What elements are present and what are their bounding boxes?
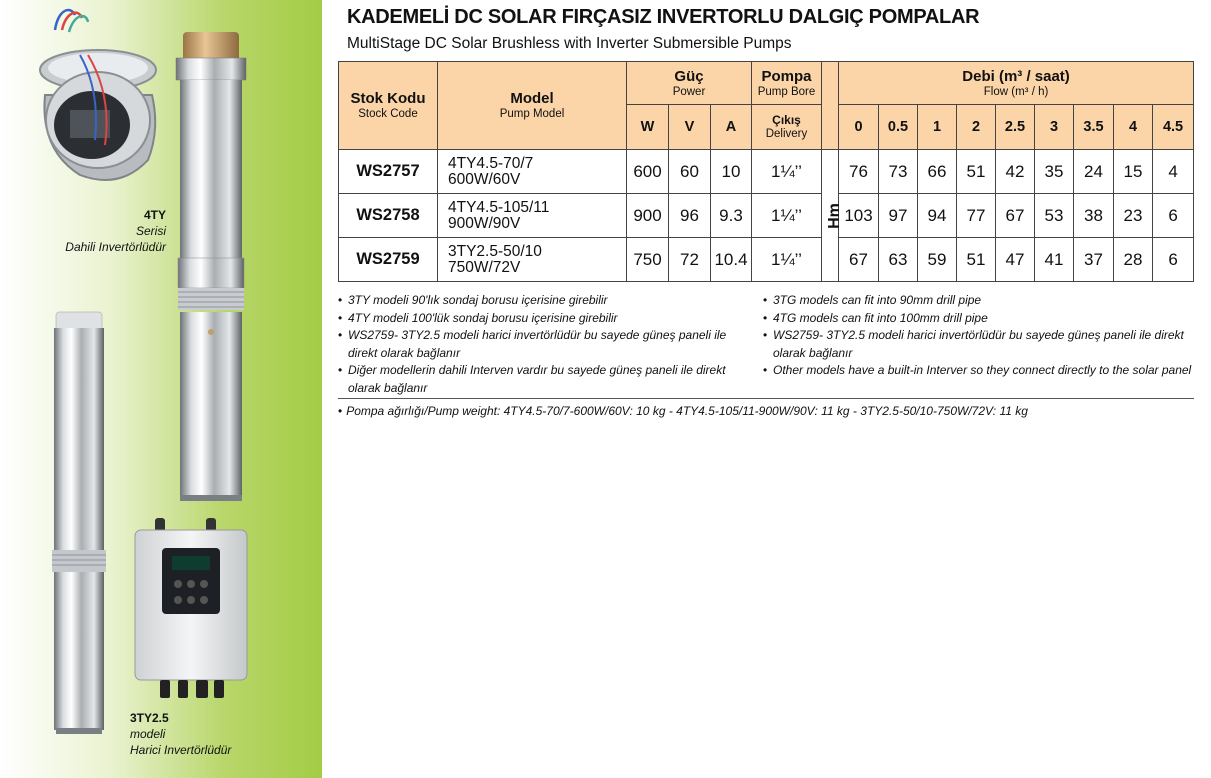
flow-cell: 51 (957, 238, 996, 282)
model-cell: 3TY2.5-50/10 750W/72V (438, 238, 627, 282)
note-item: • WS2759- 3TY2.5 modeli harici invertörlüdür bu sayede güneş paneli ile direkt olarak bağlanır (763, 327, 1195, 362)
flow-cell: 59 (918, 238, 957, 282)
table-row (339, 194, 1194, 238)
product-illustrations (0, 0, 322, 778)
delivery-cell: 1¼’’ (752, 150, 822, 194)
delivery-cell: 1¼’’ (752, 194, 822, 238)
note-item: • 4TG models can fit into 100mm drill pipe (763, 310, 1195, 328)
flow-cell: 76 (839, 150, 879, 194)
note-item: • WS2759- 3TY2.5 modeli harici invertörlüdür bu sayede güneş paneli ile direkt olarak bağlanır (338, 327, 756, 362)
inverter-box-illustration (135, 518, 247, 698)
table-row (339, 238, 1194, 282)
amp-cell: 10 (711, 150, 752, 194)
junction-box-illustration (40, 10, 156, 180)
flow-cell: 41 (1035, 238, 1074, 282)
note-item: • 3TG models can fit into 90mm drill pipe (763, 292, 1195, 310)
flow-cell: 97 (879, 194, 918, 238)
note-item: • 3TY modeli 90'lık sondaj borusu içerisine girebilir (338, 292, 756, 310)
flow-cell: 38 (1074, 194, 1114, 238)
stock-code-cell: WS2759 (339, 238, 438, 282)
flow-cell: 28 (1114, 238, 1153, 282)
header-flow-col: 0 (839, 105, 879, 150)
pump-weight-note: • Pompa ağırlığı/Pump weight: 4TY4.5-70/7-600W/60V: 10 kg - 4TY4.5-105/11-900W/90V: 11 kg - 3TY2.5-50/10-750W/72V: 11 kg (338, 403, 1198, 419)
note-item: • Diğer modellerin dahili Interven vardır bu sayede güneş paneli ile direkt olarak bağlanır (338, 362, 756, 397)
flow-cell: 66 (918, 150, 957, 194)
watt-cell: 600 (627, 150, 669, 194)
header-flow-col: 4.5 (1153, 105, 1194, 150)
header-spacer (822, 62, 839, 150)
volt-cell: 60 (669, 150, 711, 194)
amp-cell: 9.3 (711, 194, 752, 238)
flow-cell: 63 (879, 238, 918, 282)
page-title: KADEMELİ DC SOLAR FIRÇASIZ INVERTORLU DALGIÇ POMPALAR (347, 6, 980, 28)
delivery-cell: 1¼’’ (752, 238, 822, 282)
flow-cell: 94 (918, 194, 957, 238)
hm-label: Hm (822, 150, 839, 282)
divider (338, 398, 1194, 399)
amp-cell: 10.4 (711, 238, 752, 282)
stock-code-cell: WS2758 (339, 194, 438, 238)
flow-cell: 6 (1153, 194, 1194, 238)
4ty-pump-illustration (176, 32, 246, 501)
watt-cell: 750 (627, 238, 669, 282)
flow-cell: 73 (879, 150, 918, 194)
flow-cell: 67 (996, 194, 1035, 238)
header-flow-col: 3.5 (1074, 105, 1114, 150)
flow-cell: 6 (1153, 238, 1194, 282)
notes-english (763, 292, 1195, 380)
flow-cell: 42 (996, 150, 1035, 194)
table-row (339, 150, 1194, 194)
flow-cell: 35 (1035, 150, 1074, 194)
flow-cell: 23 (1114, 194, 1153, 238)
3ty-pump-illustration (52, 312, 106, 734)
header-delivery: Çıkış Delivery (752, 105, 822, 150)
header-model: Model Pump Model (438, 62, 627, 150)
header-flow: Debi (m³ / saat) Flow (m³ / h) (839, 62, 1194, 105)
flow-cell: 37 (1074, 238, 1114, 282)
volt-cell: 96 (669, 194, 711, 238)
note-item: • Other models have a built-in Interver so they connect directly to the solar panel (763, 362, 1195, 380)
model-cell: 4TY4.5-105/11 900W/90V (438, 194, 627, 238)
4ty-series-caption: 4TY Serisi Dahili Invertörlüdür (65, 208, 166, 254)
header-amp: A (711, 105, 752, 150)
flow-cell: 4 (1153, 150, 1194, 194)
flow-cell: 53 (1035, 194, 1074, 238)
flow-cell: 15 (1114, 150, 1153, 194)
flow-cell: 77 (957, 194, 996, 238)
header-stock-code: Stok Kodu Stock Code (339, 62, 438, 150)
model-cell: 4TY4.5-70/7 600W/60V (438, 150, 627, 194)
header-power: Güç Power (627, 62, 752, 105)
flow-cell: 103 (839, 194, 879, 238)
header-watt: W (627, 105, 669, 150)
flow-cell: 47 (996, 238, 1035, 282)
volt-cell: 72 (669, 238, 711, 282)
header-flow-col: 2 (957, 105, 996, 150)
flow-cell: 67 (839, 238, 879, 282)
header-flow-col: 4 (1114, 105, 1153, 150)
page-subtitle: MultiStage DC Solar Brushless with Inverter Submersible Pumps (347, 35, 792, 52)
header-volt: V (669, 105, 711, 150)
notes-turkish (338, 292, 756, 398)
product-image-panel (0, 0, 322, 778)
watt-cell: 900 (627, 194, 669, 238)
flow-cell: 24 (1074, 150, 1114, 194)
flow-cell: 51 (957, 150, 996, 194)
header-pump-bore: Pompa Pump Bore (752, 62, 822, 105)
header-flow-col: 0.5 (879, 105, 918, 150)
note-item: • 4TY modeli 100'lük sondaj borusu içerisine girebilir (338, 310, 756, 328)
pump-spec-table (338, 61, 1194, 282)
header-flow-col: 3 (1035, 105, 1074, 150)
header-flow-col: 2.5 (996, 105, 1035, 150)
3ty-model-caption: 3TY2.5 modeli Harici Invertörlüdür (130, 711, 232, 757)
header-flow-col: 1 (918, 105, 957, 150)
stock-code-cell: WS2757 (339, 150, 438, 194)
